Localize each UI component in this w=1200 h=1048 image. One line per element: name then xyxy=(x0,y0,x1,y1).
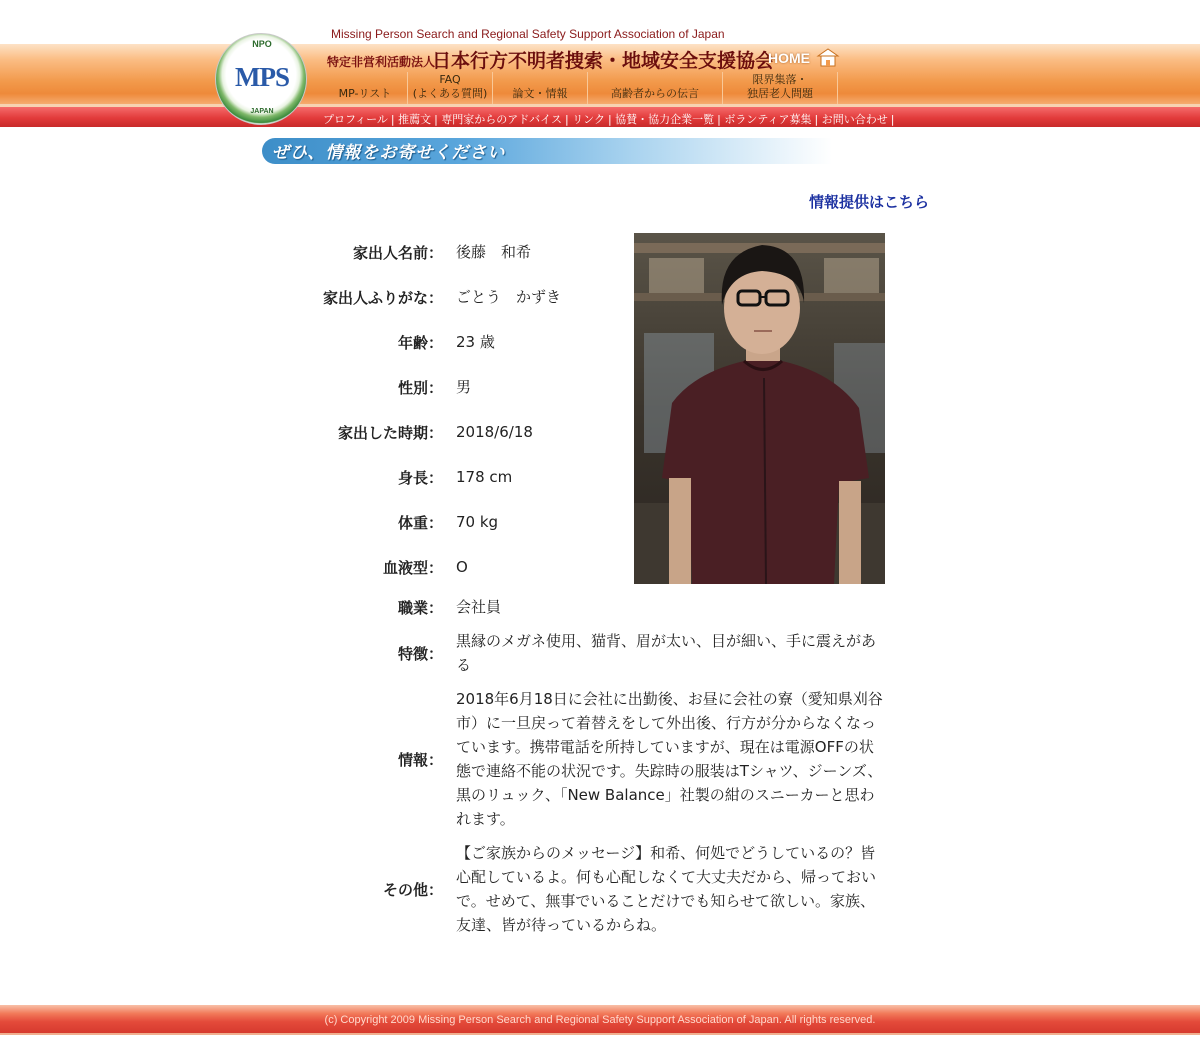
value-age: 23 歳 xyxy=(456,333,495,351)
profile-row-height xyxy=(300,465,512,489)
profile-row-blood-type xyxy=(300,555,468,579)
subnav-expert-advice[interactable]: 専門家からのアドバイス xyxy=(441,113,562,126)
nav-rural-issues[interactable]: 限界集落・ 独居老人問題 xyxy=(723,72,838,104)
value-gender: 男 xyxy=(456,378,472,396)
label-other: その他： xyxy=(382,880,443,899)
home-button[interactable]: HOME xyxy=(768,50,810,66)
subnav-recommendation[interactable]: 推薦文 xyxy=(398,113,432,126)
profile-row-gender xyxy=(300,375,471,399)
label-height: 身長： xyxy=(397,468,443,487)
value-missing-date: 2018/6/18 xyxy=(456,423,533,441)
mps-logo[interactable] xyxy=(215,33,307,125)
profile-row-features xyxy=(300,629,886,677)
house-icon[interactable] xyxy=(816,47,840,67)
banner-text: ぜひ、情報をお寄せください xyxy=(272,143,506,163)
profile-row-info xyxy=(300,687,886,831)
label-features: 特徴： xyxy=(397,644,443,663)
logo-npo-text: NPO xyxy=(252,39,272,49)
english-org-name: Missing Person Search and Regional Safety Support Association of Japan xyxy=(331,27,725,41)
value-height: 178 cm xyxy=(456,468,513,486)
nav-faq[interactable]: FAQ (よくある質問) xyxy=(408,72,493,104)
person-photo-illustration xyxy=(634,233,885,584)
label-age: 年齢： xyxy=(397,333,443,352)
nav-elderly-messages[interactable]: 高齢者からの伝言 xyxy=(588,72,723,104)
value-info: 2018年6月18日に会社に出勤後、お昼に会社の寮（愛知県刈谷市）に一旦戻って着替えをして外出後、行方が分からなくなっています。携帯電話を所持していますが、現在は電源OFFの状態で連絡不能の状況です。失踪時の服装はTシャツ、ジーンズ、黒のリュック、「New Balance」社製の紺のスニーカーと思われます。 xyxy=(456,690,883,828)
profile-row-weight xyxy=(300,510,498,534)
value-other: 【ご家族からのメッセージ】和希、何処でどうしているの？皆心配しているよ。何も心配しなくて大丈夫だから、帰っておいで。せめて、無事でいることだけでも知らせて欲しい。家族、友達、皆が待っているからね。 xyxy=(456,844,877,934)
label-weight: 体重： xyxy=(397,513,443,532)
value-blood-type: O xyxy=(456,558,468,576)
value-weight: 70 kg xyxy=(456,513,499,531)
nav-mp-list[interactable]: MP-リスト xyxy=(323,72,408,104)
org-name: 日本行方不明者捜索・地域安全支援協会 xyxy=(432,50,775,72)
label-occupation: 職業： xyxy=(397,598,443,617)
site-header xyxy=(0,0,1200,130)
subnav-sponsors[interactable]: 協賛・協力企業一覧 xyxy=(615,113,715,126)
logo-mps-text: MPS xyxy=(235,62,289,92)
main-nav xyxy=(323,72,838,104)
subnav-contact[interactable]: お問い合わせ xyxy=(821,113,888,126)
subnav-volunteer[interactable]: ボランティア募集 xyxy=(724,113,812,126)
value-occupation: 会社員 xyxy=(456,598,502,616)
label-furigana: 家出人ふりがな： xyxy=(322,288,443,307)
footer-line xyxy=(0,1033,1200,1035)
copyright-text: (c) Copyright 2009 Missing Person Search and Regional Safety Support Association of Japan. All rights reserved. xyxy=(324,1014,876,1026)
label-missing-date: 家出した時期： xyxy=(337,423,443,442)
subnav-profile[interactable]: プロフィール xyxy=(323,113,388,126)
profile-row-occupation xyxy=(300,595,501,619)
org-prefix: 特定非営利活動法人 xyxy=(327,55,436,69)
logo-japan-text: JAPAN xyxy=(250,108,274,115)
profile-row-furigana xyxy=(300,285,561,309)
label-info: 情報： xyxy=(397,750,443,769)
missing-person-photo xyxy=(634,233,885,584)
label-blood-type: 血液型： xyxy=(382,558,443,577)
nav-papers[interactable]: 論文・情報 xyxy=(493,72,588,104)
value-name: 後藤 和希 xyxy=(456,243,532,261)
value-furigana: ごとう かずき xyxy=(456,288,562,306)
profile-row-name xyxy=(300,240,531,264)
value-features: 黒縁のメガネ使用、猫背、眉が太い、目が細い、手に震えがある xyxy=(456,632,877,674)
sub-nav: プロフィール | 推薦文 | 専門家からのアドバイス | リンク | 協賛・協力企業一覧 | ボランティア募集 | お問い合わせ | xyxy=(323,113,895,126)
profile-row-age xyxy=(300,330,495,354)
label-name: 家出人名前： xyxy=(352,243,443,262)
label-gender: 性別： xyxy=(397,378,443,397)
profile-row-other xyxy=(300,841,886,937)
subnav-links[interactable]: リンク xyxy=(572,113,605,126)
info-submit-link[interactable]: 情報提供はこちら xyxy=(809,193,930,211)
profile-row-missing-date xyxy=(300,420,533,444)
